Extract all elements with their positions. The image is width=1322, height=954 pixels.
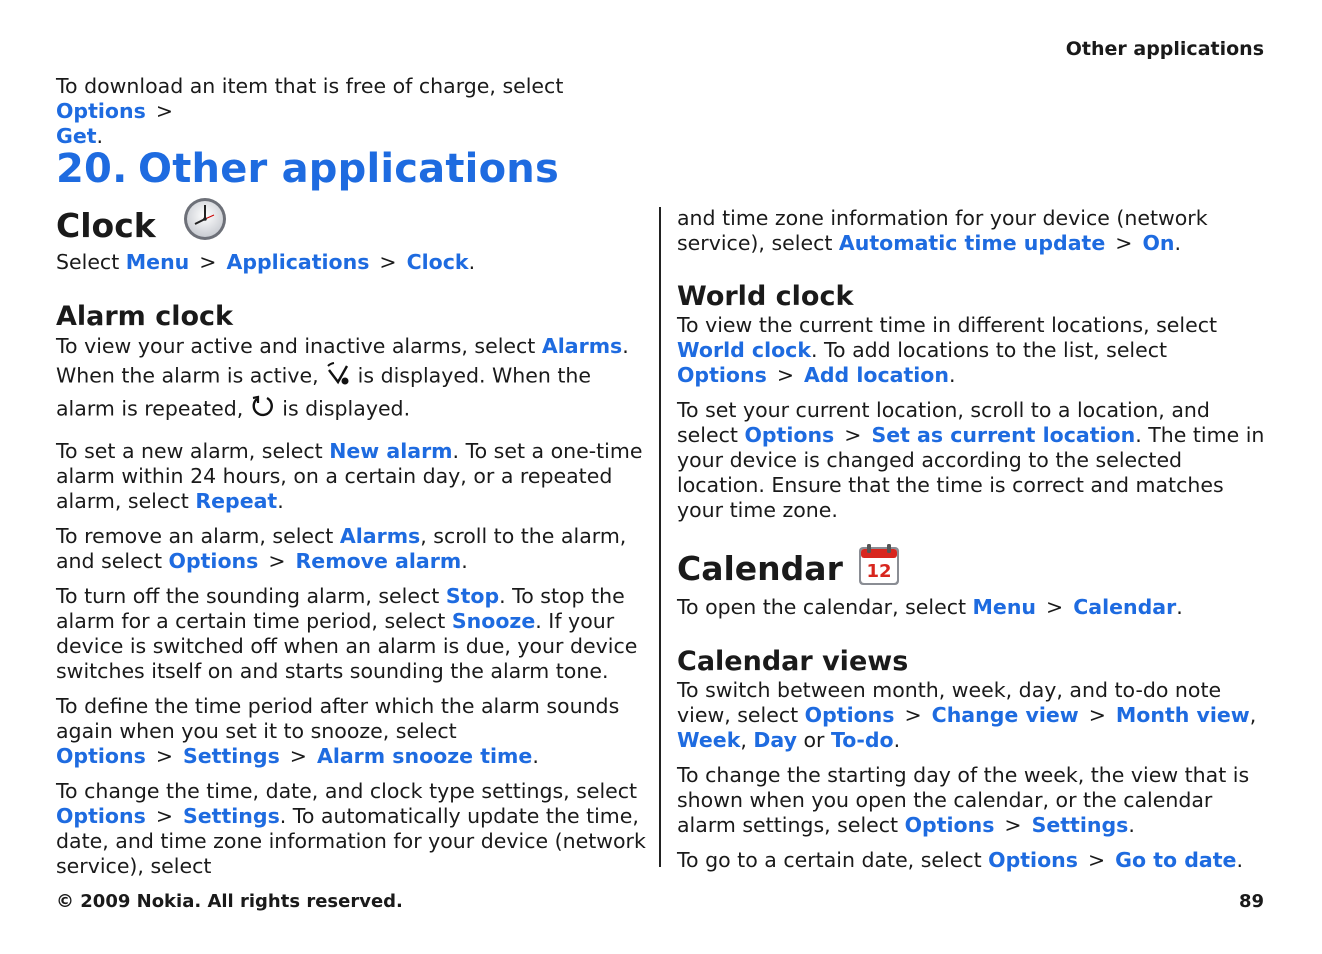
time-update-paragraph: and time zone information for your device (network service), select Automatic time update > On. — [677, 206, 1208, 255]
options-link[interactable]: Options — [56, 99, 146, 123]
get-link[interactable]: Get — [56, 124, 97, 148]
month-view-link[interactable]: Month view — [1115, 703, 1250, 727]
clock-heading: Clock — [56, 206, 156, 245]
options-link-9[interactable]: Options — [988, 848, 1078, 872]
alarm-paragraph-2: To set a new alarm, select New alarm. To set a one-time alarm within 24 hours, on a certain day, or a repeated alarm, select Repeat. — [56, 439, 643, 513]
options-link-4[interactable]: Options — [56, 804, 146, 828]
alarms-link[interactable]: Alarms — [541, 334, 623, 358]
on-link[interactable]: On — [1142, 231, 1175, 255]
alarm-clock-heading: Alarm clock — [56, 301, 233, 332]
change-view-link[interactable]: Change view — [931, 703, 1079, 727]
menu-link-2[interactable]: Menu — [972, 595, 1037, 619]
world-paragraph-1: To view the current time in different locations, select World clock. To add locations to the list, select Options > Add location. — [677, 313, 1218, 387]
options-link-3[interactable]: Options — [56, 744, 146, 768]
settings-link-3[interactable]: Settings — [1031, 813, 1129, 837]
svg-text:12: 12 — [866, 561, 892, 582]
menu-link[interactable]: Menu — [125, 250, 190, 274]
stop-link[interactable]: Stop — [445, 584, 500, 608]
column-divider — [659, 207, 661, 867]
alarm-repeat-icon — [250, 393, 276, 426]
options-link-7[interactable]: Options — [804, 703, 895, 727]
running-header: Other applications — [1065, 38, 1264, 60]
remove-alarm-link[interactable]: Remove alarm — [295, 549, 462, 573]
settings-link-2[interactable]: Settings — [183, 804, 280, 828]
right-column — [677, 206, 1269, 883]
calendar-paragraph-2: To switch between month, week, day, and to-do note view, select Options > Change view > Month view, Week, Day or To-do. — [677, 678, 1257, 752]
week-link[interactable]: Week — [677, 728, 741, 752]
add-location-link[interactable]: Add location — [804, 363, 949, 387]
alarm-paragraph-1: To view your active and inactive alarms, select Alarms. When the alarm is active, is displayed. When the alarm is repeated, is displayed. — [56, 333, 648, 426]
page-number: 89 — [1238, 891, 1264, 912]
snooze-link[interactable]: Snooze — [451, 609, 536, 633]
calendar-heading: Calendar — [677, 549, 843, 588]
alarm-paragraph-4: To turn off the sounding alarm, select Stop. To stop the alarm for a certain time period, select Snooze. If your device is switched off when an alarm is due, your device switches itself on and starts sounding the alarm tone. — [56, 584, 638, 683]
new-alarm-link[interactable]: New alarm — [329, 439, 453, 463]
world-clock-link[interactable]: World clock — [677, 338, 811, 362]
options-link-5[interactable]: Options — [677, 363, 767, 387]
calendar-paragraph-4: To go to a certain date, select Options > Go to date. — [677, 848, 1243, 872]
copyright-footer: © 2009 Nokia. All rights reserved. — [56, 891, 403, 912]
set-as-current-location-link[interactable]: Set as current location — [871, 423, 1136, 447]
chapter-title: 20. Other applications — [56, 146, 559, 192]
settings-link[interactable]: Settings — [183, 744, 280, 768]
options-link-8[interactable]: Options — [904, 813, 995, 837]
options-link-6[interactable]: Options — [744, 423, 835, 447]
alarm-paragraph-3: To remove an alarm, select Alarms, scroll to the alarm, and select Options > Remove alarm. — [56, 524, 627, 573]
download-paragraph: To download an item that is free of charge, select Options > Get. — [56, 74, 564, 148]
alarm-paragraph-6: To change the time, date, and clock type settings, select Options > Settings. To automatically update the time, date, and time zone information for your device (network service), select — [56, 779, 646, 878]
applications-link[interactable]: Applications — [226, 250, 370, 274]
automatic-time-update-link[interactable]: Automatic time update — [838, 231, 1106, 255]
calendar-paragraph-1: To open the calendar, select Menu > Calendar. — [677, 595, 1183, 619]
repeat-link[interactable]: Repeat — [195, 489, 278, 513]
calendar-icon — [857, 541, 901, 591]
alarm-snooze-time-link[interactable]: Alarm snooze time — [316, 744, 533, 768]
calendar-link[interactable]: Calendar — [1073, 595, 1177, 619]
alarm-paragraph-5: To define the time period after which the alarm sounds again when you set it to snooze, select Options > Settings > Alarm snooze time. — [56, 694, 620, 768]
clock-icon — [182, 196, 228, 246]
alarm-active-icon — [325, 360, 351, 393]
world-paragraph-2: To set your current location, scroll to a location, and select Options > Set as current location. The time in your device is changed according to the selected location. Ensure that the time is correct and matches your time zone. — [677, 398, 1265, 522]
world-clock-heading: World clock — [677, 281, 854, 312]
options-link-2[interactable]: Options — [168, 549, 259, 573]
go-to-date-link[interactable]: Go to date — [1115, 848, 1237, 872]
to-do-link[interactable]: To-do — [830, 728, 894, 752]
calendar-views-heading: Calendar views — [677, 646, 909, 677]
day-link[interactable]: Day — [753, 728, 797, 752]
left-column: Clock Select Menu > Applications > Clock. Alarm clock To view your active and inactive alarms, select Alarms. When the alarm is active, is displayed. When the alarm is repeated, is displayed. To set a new alarm, select New alarm. To set a one-time alarm within 24 hours, on a certain day, or a repeated alarm, select Repeat. To remove an alarm, select Alarms, scroll to the alarm, and select Options > Remove alarm. To turn off the sounding alarm, select Stop. To stop the alarm for a certain time period, select Snooze. If your device is switched off when an alarm is due, your device switches itself on and starts sounding the alarm tone. To define the time period after which the alarm sounds again when you set it to snooze, select Options > Settings > Alarm snooze time. To change the time, date, and clock type settings, select Options > Settings. To automatically update the time, date, and time zone information for your device (network service), select — [56, 206, 648, 889]
clock-link[interactable]: Clock — [406, 250, 469, 274]
alarms-link-2[interactable]: Alarms — [339, 524, 421, 548]
calendar-paragraph-3: To change the starting day of the week, the view that is shown when you open the calendar, or the calendar alarm settings, select Options > Settings. — [677, 763, 1250, 837]
